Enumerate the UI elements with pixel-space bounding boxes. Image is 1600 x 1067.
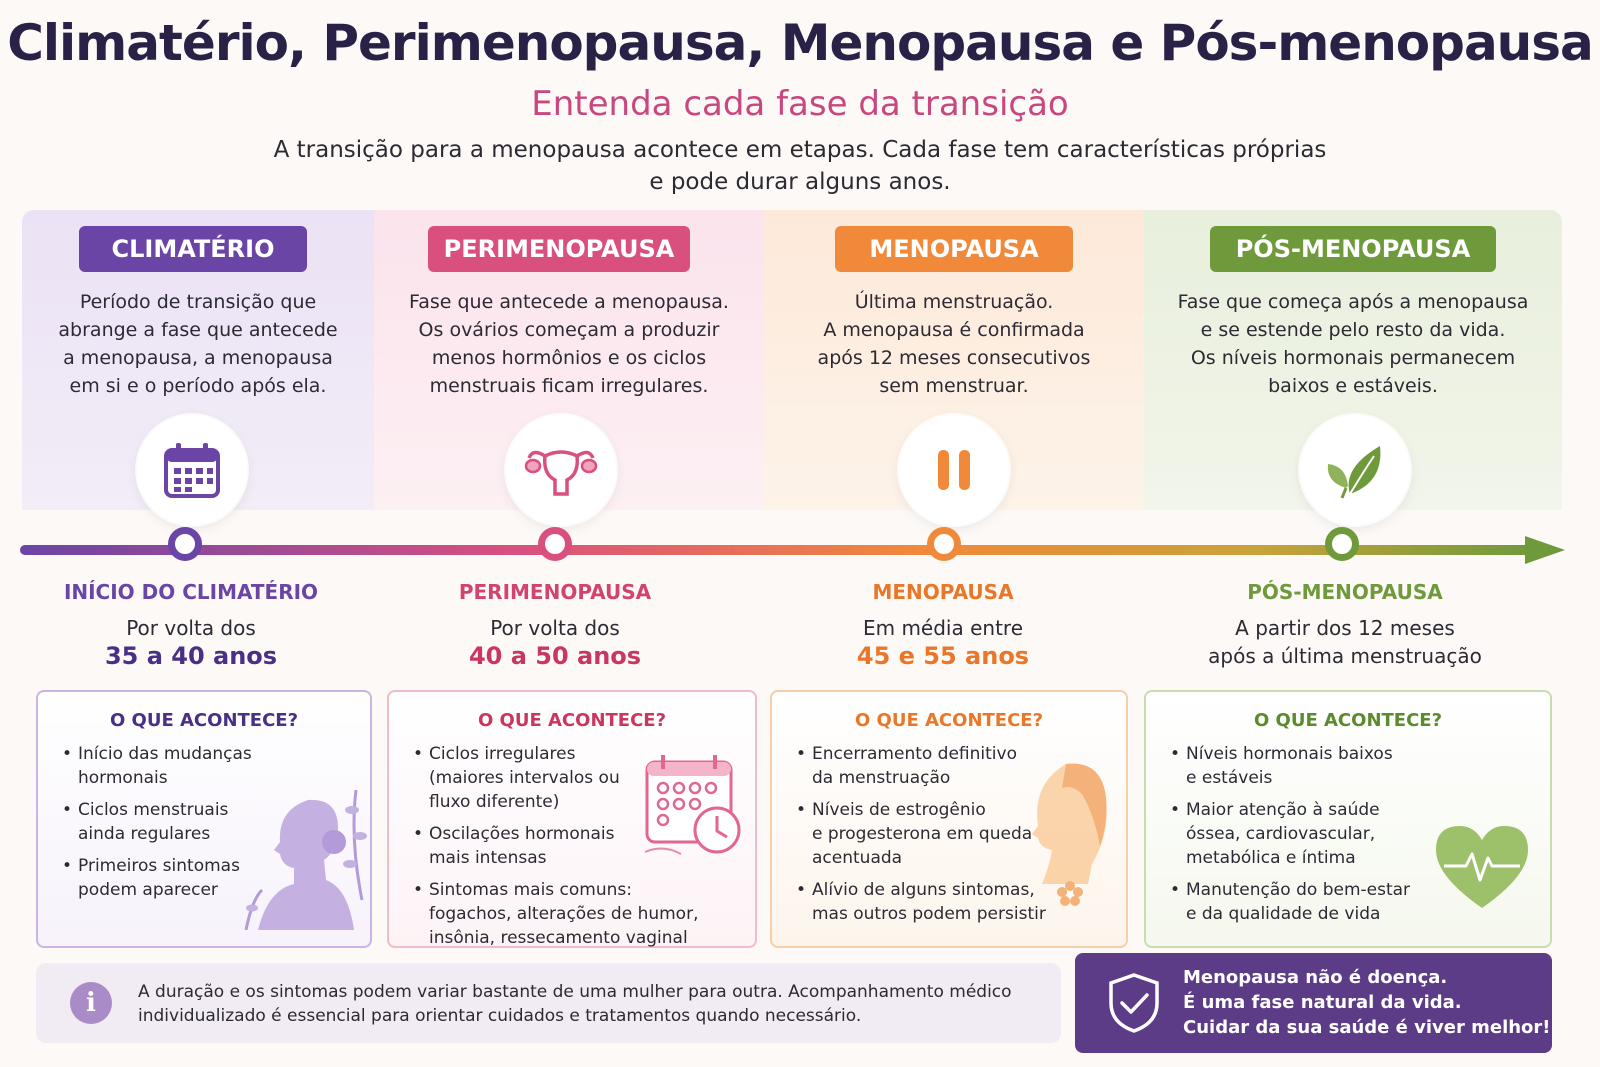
callout-text (1183, 965, 1551, 1040)
milestone-age: 45 e 55 anos (856, 642, 1030, 670)
list-item: • Encerramento definitivo da menstruação (794, 742, 1046, 790)
list-item: • Sintomas mais comuns: fogachos, alterações de humor, insônia, ressecamento vaginal (411, 878, 698, 950)
phase-description (384, 288, 754, 400)
desc-line: A menopausa é confirmada (823, 319, 1085, 341)
desc-line: após 12 meses consecutivos (817, 347, 1091, 369)
desc-line: menstruais ficam irregulares. (429, 375, 709, 397)
milestone (788, 580, 1098, 670)
heart-pulse-icon (1432, 822, 1532, 912)
intro-text (250, 134, 1350, 198)
desc-line: Período de transição que (79, 291, 317, 313)
phase-panel-menopausa (764, 210, 1144, 510)
list-item: • Oscilações hormonais mais intensas (411, 822, 698, 870)
box-title: O QUE ACONTECE? (477, 710, 667, 731)
milestone-age: 35 a 40 anos (104, 642, 278, 670)
intro-line: A transição para a menopausa acontece em etapas. Cada fase tem características próprias (273, 137, 1327, 163)
phase-badge: CLIMATÉRIO (79, 226, 307, 272)
desc-line: menos hormônios e os ciclos (431, 347, 707, 369)
milestone-text (788, 614, 1098, 670)
pause-icon (899, 415, 1009, 525)
list-item: • Níveis hormonais baixos e estáveis (1168, 742, 1410, 790)
callout-line: Cuidar da sua saúde é viver melhor! (1183, 1017, 1551, 1038)
box-list (1168, 742, 1410, 934)
phase-badge: MENOPAUSA (835, 226, 1073, 272)
milestone-text (1170, 614, 1520, 670)
milestone-label: MENOPAUSA (872, 580, 1014, 604)
milestone (1170, 580, 1520, 670)
desc-line: e se estende pelo resto da vida. (1200, 319, 1506, 341)
page-title: Climatério, Perimenopausa, Menopausa e Pós-menopausa (7, 14, 1593, 72)
callout-line: É uma fase natural da vida. (1183, 992, 1462, 1013)
phase-description (32, 288, 364, 400)
desc-line: Os níveis hormonais permanecem (1190, 347, 1516, 369)
list-item: • Ciclos irregulares (maiores intervalos ou fluxo diferente) (411, 742, 698, 814)
desc-line: a menopausa, a menopausa (63, 347, 333, 369)
desc-line: Fase que antecede a menopausa. (409, 291, 729, 313)
callout-line: Menopausa não é doença. (1183, 967, 1448, 988)
milestone-text (36, 614, 346, 670)
desc-line: baixos e estáveis. (1268, 375, 1438, 397)
box-title: O QUE ACONTECE? (109, 710, 299, 731)
milestone-line: Por volta dos (490, 616, 620, 640)
list-item: • Início das mudanças hormonais (60, 742, 252, 790)
list-item: • Manutenção do bem-estar e da qualidade de vida (1168, 878, 1410, 926)
desc-line: Fase que começa após a menopausa (1177, 291, 1529, 313)
milestone-age: após a última menstruação (1208, 644, 1482, 668)
list-item: • Maior atenção à saúde óssea, cardiovascular, metabólica e íntima (1168, 798, 1410, 870)
callout-box (1075, 953, 1552, 1053)
timeline-node (927, 527, 961, 561)
phase-description (774, 288, 1134, 400)
box-list (60, 742, 252, 910)
page-subtitle: Entenda cada fase da transição (531, 84, 1069, 124)
box-title: O QUE ACONTECE? (1253, 710, 1443, 731)
phase-description (1154, 288, 1552, 400)
info-box-perimenopausa (387, 690, 757, 948)
desc-line: sem menstruar. (879, 375, 1029, 397)
milestone (36, 580, 346, 670)
info-box-climaterio (36, 690, 372, 948)
note-text (138, 980, 1038, 1028)
box-title: O QUE ACONTECE? (854, 710, 1044, 731)
info-box-menopausa (770, 690, 1128, 948)
phase-badge: PÓS-MENOPAUSA (1210, 226, 1496, 272)
calendar-clock-icon (643, 752, 743, 862)
desc-line: Última menstruação. (854, 291, 1054, 313)
desc-line: abrange a fase que antecede (58, 319, 338, 341)
milestone-label: PERIMENOPAUSA (458, 580, 652, 604)
calendar-icon (137, 415, 247, 525)
timeline-node (168, 527, 202, 561)
milestone-line: Por volta dos (126, 616, 256, 640)
milestone-line: Em média entre (862, 616, 1024, 640)
note-line: A duração e os sintomas podem variar bastante de uma mulher para outra. Acompanhamento médico (138, 982, 1012, 1002)
phase-panel-climaterio (22, 210, 374, 510)
list-item: • Ciclos menstruais ainda regulares (60, 798, 252, 846)
box-list (794, 742, 1046, 934)
info-box-pos-menopausa (1144, 690, 1552, 948)
uterus-icon (506, 415, 616, 525)
leaf-icon (1300, 415, 1410, 525)
milestone-text (400, 614, 710, 670)
timeline-node (1325, 527, 1359, 561)
woman-flower-icon (1022, 754, 1122, 914)
phase-panel-pos-menopausa (1144, 210, 1562, 510)
list-item: • Níveis de estrogênio e progesterona em queda acentuada (794, 798, 1046, 870)
milestone-line: A partir dos 12 meses (1235, 616, 1455, 640)
phase-panel-perimenopausa (374, 210, 764, 510)
timeline-node (538, 527, 572, 561)
info-note (36, 963, 1061, 1043)
note-line: individualizado é essencial para orientar cuidados e tratamentos quando necessário. (138, 1006, 862, 1026)
milestone-label: INÍCIO DO CLIMATÉRIO (63, 580, 319, 604)
woman-profile-icon (238, 780, 368, 930)
phase-badge: PERIMENOPAUSA (428, 226, 690, 272)
info-icon: i (70, 982, 112, 1024)
desc-line: Os ovários começam a produzir (418, 319, 720, 341)
milestone (400, 580, 710, 670)
milestone-age: 40 a 50 anos (468, 642, 642, 670)
list-item: • Primeiros sintomas podem aparecer (60, 854, 252, 902)
shield-check-icon (1107, 971, 1161, 1035)
intro-line: e pode durar alguns anos. (649, 169, 951, 195)
desc-line: em si e o período após ela. (69, 375, 327, 397)
list-item: • Alívio de alguns sintomas, mas outros podem persistir (794, 878, 1046, 926)
milestone-label: PÓS-MENOPAUSA (1247, 580, 1443, 604)
